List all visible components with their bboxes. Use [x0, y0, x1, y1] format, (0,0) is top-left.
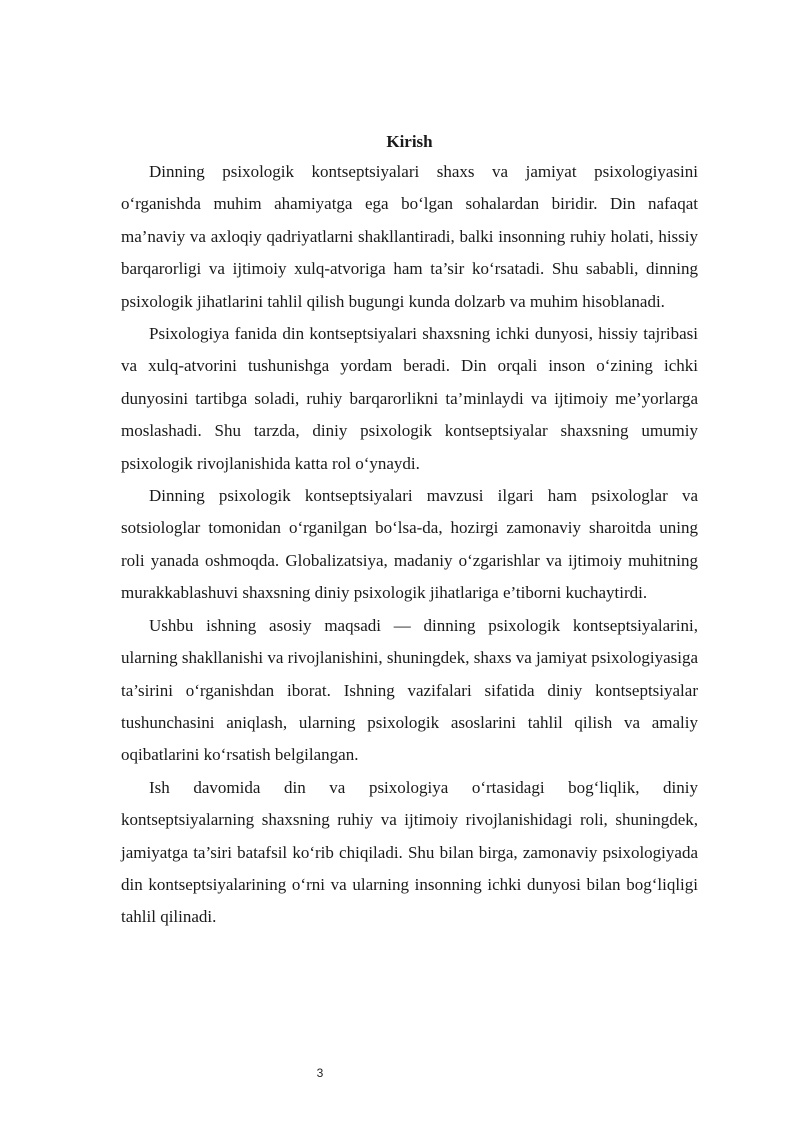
paragraph: Psixologiya fanida din kontseptsiyalari shaxsning ichki dunyosi, hissiy tajribasi va xulq-atvorini tushunishga yordam beradi. Din orqali inson o‘zining ichki dunyosini tartibga soladi, ruhiy barqarorlikni ta’minlaydi va ijtimoiy me’yorlarga moslashadi. Shu tarzda, diniy psixologik kontseptsiyalar shaxsning umumiy psixologik rivojlanishida katta rol o‘ynaydi. — [121, 324, 698, 473]
page-content — [121, 128, 698, 934]
page-number: 3 — [316, 1066, 324, 1080]
page-title: Kirish — [386, 132, 433, 151]
paragraph: Dinning psixologik kontseptsiyalari mavzusi ilgari ham psixologlar va sotsiologlar tomonidan o‘rganilgan bo‘lsa-da, hozirgi zamonaviy sharoitda uning roli yanada oshmoqda. Globalizatsiya, madaniy o‘zgarishlar va ijtimoiy muhitning murakkablashuvi shaxsning diniy psixologik jihatlariga e’tiborni kuchaytirdi. — [121, 486, 698, 603]
paragraph: Ish davomida din va psixologiya o‘rtasidagi bog‘liqlik, diniy kontseptsiyalarning shaxsning ruhiy va ijtimoiy rivojlanishidagi roli, shuningdek, jamiyatga ta’siri batafsil ko‘rib chiqiladi. Shu bilan birga, zamonaviy psixologiyada din kontseptsiyalarining o‘rni va ularning insonning ichki dunyosi bilan bog‘liqligi tahlil qilinadi. — [121, 777, 698, 927]
paragraph: Ushbu ishning asosiy maqsadi — dinning psixologik kontseptsiyalarini, ularning shakllanishi va rivojlanishini, shuningdek, shaxs va jamiyat psixologiyasiga ta’sirini o‘rganishdan iborat. Ishning vazifalari sifatida diniy kontseptsiyalar tushunchasini aniqlash, ularning psixologik asoslarini tahlil qilish va amaliy oqibatlarini ko‘rsatish belgilangan. — [121, 615, 698, 765]
paragraph: Dinning psixologik kontseptsiyalari shaxs va jamiyat psixologiyasini o‘rganishda muhim ahamiyatga ega bo‘lgan sohalardan biridir. Din nafaqat ma’naviy va axloqiy qadriyatlarni shakllantiradi, balki insonning ruhiy holati, hissiy barqarorligi va ijtimoiy xulq-atvoriga ham ta’sir ko‘rsatadi. Shu sababli, dinning psixologik jihatlarini tahlil qilish bugungi kunda dolzarb va muhim hisoblanadi. — [121, 162, 698, 311]
